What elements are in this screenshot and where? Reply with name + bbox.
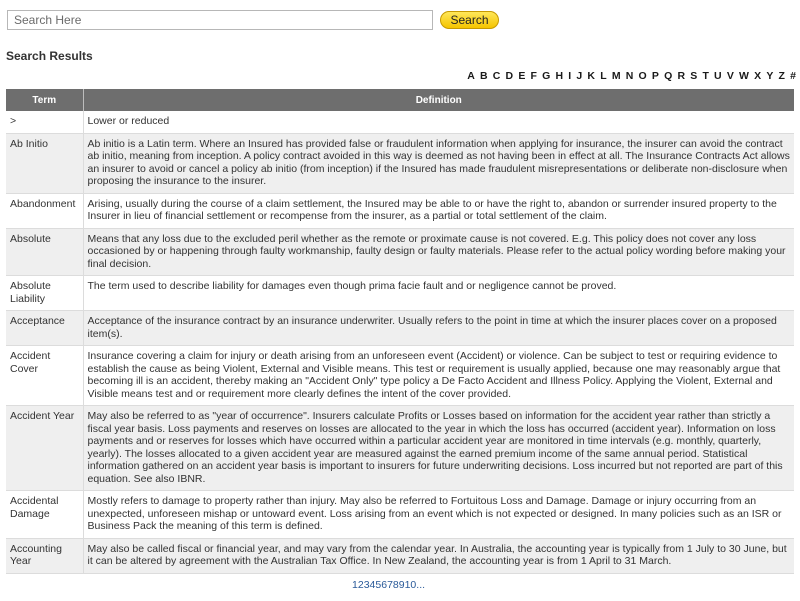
term-cell: Accident Cover — [6, 346, 83, 406]
term-cell: Acceptance — [6, 311, 83, 346]
definition-cell: Means that any loss due to the excluded peril whether as the remote or proximate cause is not covered. E.g. This policy does not cover any loss occasioned by or happening through faulty workmanship, faulty design or faulty materials. Please refer to the actual policy wording before making your final decision. — [83, 228, 794, 276]
alphabet-link-hash[interactable]: # — [790, 70, 796, 82]
definition-cell: Lower or reduced — [83, 111, 794, 133]
term-cell: Ab Initio — [6, 133, 83, 193]
alphabet-link-k[interactable]: K — [587, 70, 596, 82]
search-button[interactable]: Search — [440, 11, 499, 29]
alphabet-index — [462, 70, 796, 82]
page-link-9[interactable]: 9 — [398, 579, 405, 591]
term-cell: Absolute — [6, 228, 83, 276]
table-row — [6, 491, 794, 539]
glossary-table — [6, 89, 794, 574]
term-column-header: Term — [6, 89, 83, 111]
alphabet-link-n[interactable]: N — [625, 70, 634, 82]
definition-cell: Ab initio is a Latin term. Where an Insured has provided false or fraudulent information when applying for insurance, the insurer can avoid the contract ab initio, meaning from inception. A policy contract avoided in this way is deemed as not having been in effect at all. The Insurance Contracts Act allows an insurer to avoid or cancel a policy ab initio (from inception) if the Insured has made fraudulent misrepresentations or deliberate non-disclosure when proposing the insurance to the insurer. — [83, 133, 794, 193]
alphabet-link-p[interactable]: P — [651, 70, 659, 82]
alphabet-link-h[interactable]: H — [555, 70, 564, 82]
definition-column-header: Definition — [83, 89, 794, 111]
alphabet-link-a[interactable]: A — [467, 70, 475, 82]
alphabet-link-c[interactable]: C — [492, 70, 501, 82]
definition-cell: May also be called fiscal or financial year, and may vary from the calendar year. In Australia, the accounting year is typically from 1 July to 30 June, but it can be altered by agreement with the Australian Tax Office. In New Zealand, the accounting year is from 1 April to 31 March. — [83, 538, 794, 573]
term-cell: > — [6, 111, 83, 133]
page-link-8[interactable]: 8 — [392, 579, 399, 591]
term-cell: Absolute Liability — [6, 276, 83, 311]
table-row — [6, 228, 794, 276]
table-header-row — [6, 89, 794, 111]
table-row — [6, 193, 794, 228]
search-results-heading: Search Results — [6, 49, 93, 63]
term-cell: Accidental Damage — [6, 491, 83, 539]
alphabet-link-z[interactable]: Z — [778, 70, 785, 82]
table-row — [6, 406, 794, 491]
definition-cell: May also be referred to as "year of occurrence". Insurers calculate Profits or Losses based on information for the accident year rather than strictly a fiscal year basis. Loss payments and reserves on losses are allocated to the year in which the loss has occurred (accident year). Information on loss payments and or reserves for losses which have occurred within a particular accident year are monitored in time intervals (e.g. monthly, quarterly, yearly). The losses allocated to a given accident year are measured against the earned premium income of the same annual period. Statistical information gathered on an accident year basis is important to insurers for future underwriting decisions. Loss incurred but not reported are part of this equation. See also IBNR. — [83, 406, 794, 491]
table-row — [6, 538, 794, 573]
alphabet-link-g[interactable]: G — [542, 70, 551, 82]
page-link-1[interactable]: 1 — [352, 579, 358, 591]
alphabet-link-o[interactable]: O — [638, 70, 647, 82]
alphabet-link-m[interactable]: M — [611, 70, 621, 82]
table-body — [6, 111, 794, 573]
definition-cell: Mostly refers to damage to property rather than injury. May also be referred to Fortuitous Loss and Damage. Damage or injury occurring from an unexpected, unforeseen mishap or untoward event. Loss arising from an event which is not expected or designed. In many policies such as an ISR or Business Pack the meaning of this term is defined. — [83, 491, 794, 539]
search-input[interactable] — [7, 10, 433, 30]
definition-cell: Insurance covering a claim for injury or death arising from an unforeseen event (Accident) or violence. Can be subject to test or requiring evidence to establish the cause as being Violent, External and Visible means. This test or requirement is usually applied, because one may reasonably argue that becoming ill is an accident, thereby making an "Accident Only" type policy a De Facto Accident and Illness Policy. Applying the Violent, External and Visible means test and or requirement more clearly defines the intent of the cover provided. — [83, 346, 794, 406]
definition-cell: The term used to describe liability for damages even though prima facie fault and or negligence cannot be proved. — [83, 276, 794, 311]
definition-cell: Arising, usually during the course of a claim settlement, the Insured may be able to or have the right to, abandon or surrender insured property to the Insurer in lieu of financial settlement or recompense from the insurer, as a partial or total settlement of the claim. — [83, 193, 794, 228]
alphabet-link-b[interactable]: B — [479, 70, 488, 82]
alphabet-link-l[interactable]: L — [600, 70, 607, 82]
definition-cell: Acceptance of the insurance contract by an insurance underwriter. Usually refers to the point in time at which the insurer places cover on a proposed item(s). — [83, 311, 794, 346]
page-link-more[interactable]: ... — [416, 579, 426, 591]
table-row — [6, 276, 794, 311]
alphabet-link-j[interactable]: J — [576, 70, 583, 82]
alphabet-link-t[interactable]: T — [702, 70, 709, 82]
alphabet-link-s[interactable]: S — [690, 70, 698, 82]
alphabet-link-f[interactable]: F — [530, 70, 537, 82]
term-cell: Accident Year — [6, 406, 83, 491]
alphabet-link-y[interactable]: Y — [766, 70, 774, 82]
page-link-6[interactable]: 6 — [381, 579, 388, 591]
table-row — [6, 133, 794, 193]
alphabet-link-v[interactable]: V — [726, 70, 734, 82]
search-bar — [7, 10, 499, 30]
table-row — [6, 311, 794, 346]
page-link-7[interactable]: 7 — [387, 579, 393, 591]
alphabet-link-e[interactable]: E — [518, 70, 526, 82]
page-link-10[interactable]: 10 — [404, 579, 417, 591]
alphabet-link-i[interactable]: I — [568, 70, 572, 82]
pagination — [352, 579, 425, 591]
page-link-2[interactable]: 2 — [357, 579, 364, 591]
term-cell: Accounting Year — [6, 538, 83, 573]
alphabet-link-w[interactable]: W — [739, 70, 749, 82]
page-link-4[interactable]: 4 — [369, 579, 376, 591]
table-row — [6, 111, 794, 133]
table-row — [6, 346, 794, 406]
alphabet-link-q[interactable]: Q — [664, 70, 673, 82]
alphabet-link-r[interactable]: R — [677, 70, 686, 82]
alphabet-link-d[interactable]: D — [505, 70, 514, 82]
term-cell: Abandonment — [6, 193, 83, 228]
page-link-3[interactable]: 3 — [363, 579, 370, 591]
alphabet-link-x[interactable]: X — [754, 70, 762, 82]
alphabet-link-u[interactable]: U — [714, 70, 722, 82]
page-link-5[interactable]: 5 — [375, 579, 382, 591]
